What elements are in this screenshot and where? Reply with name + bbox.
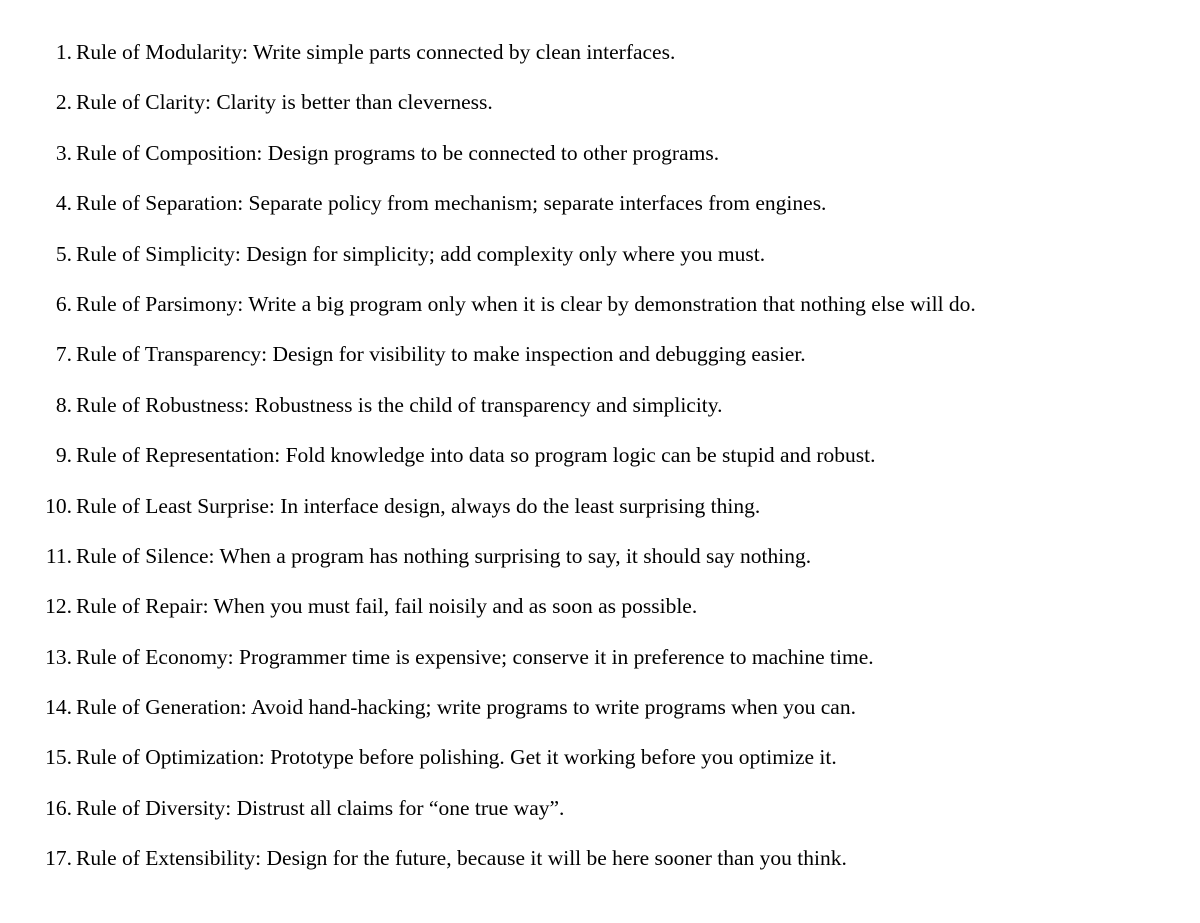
rule-number: 3. xyxy=(55,140,72,165)
rule-number: 14. xyxy=(45,695,72,720)
rule-number: 11. xyxy=(45,543,72,568)
rule-text: Rule of Diversity: Distrust all claims for “one true way”. xyxy=(76,795,565,820)
rule-item-12 xyxy=(0,588,976,638)
rule-item-13 xyxy=(0,639,976,689)
rule-item-3 xyxy=(0,135,976,185)
rule-number: 13. xyxy=(45,644,72,669)
rule-number: 10. xyxy=(45,493,72,518)
rule-number: 16. xyxy=(45,795,72,820)
rule-text: Rule of Optimization: Prototype before polishing. Get it working before you optimize it. xyxy=(76,745,837,770)
rule-number: 6. xyxy=(55,291,72,316)
rule-item-15 xyxy=(0,739,976,789)
rule-text: Rule of Silence: When a program has nothing surprising to say, it should say nothing. xyxy=(76,543,812,568)
rule-text: Rule of Robustness: Robustness is the child of transparency and simplicity. xyxy=(76,392,723,417)
rule-number: 7. xyxy=(55,342,72,367)
rule-number: 2. xyxy=(55,90,72,115)
rule-text: Rule of Transparency: Design for visibility to make inspection and debugging easier. xyxy=(76,342,806,367)
rule-item-7 xyxy=(0,336,976,386)
rule-number: 1. xyxy=(55,40,72,64)
rule-item-1 xyxy=(0,34,976,84)
rule-text: Rule of Simplicity: Design for simplicity; add complexity only where you must. xyxy=(76,241,766,266)
rule-number: 17. xyxy=(45,846,72,871)
rule-text: Rule of Repair: When you must fail, fail noisily and as soon as possible. xyxy=(76,594,698,619)
rule-item-2 xyxy=(0,84,976,134)
rule-item-9 xyxy=(0,437,976,487)
rule-number: 8. xyxy=(55,392,72,417)
rule-text: Rule of Generation: Avoid hand-hacking; write programs to write programs when you can. xyxy=(76,695,856,720)
rule-text: Rule of Representation: Fold knowledge into data so program logic can be stupid and robust. xyxy=(76,443,876,468)
rule-number: 15. xyxy=(45,745,72,770)
rule-item-10 xyxy=(0,488,976,538)
rule-text: Rule of Parsimony: Write a big program only when it is clear by demonstration that nothing else will do. xyxy=(76,291,976,316)
rule-text: Rule of Clarity: Clarity is better than cleverness. xyxy=(76,90,493,115)
rule-number: 12. xyxy=(45,594,72,619)
rule-item-11 xyxy=(0,538,976,588)
rule-number: 5. xyxy=(55,241,72,266)
rules-list xyxy=(0,34,976,891)
rule-item-17 xyxy=(0,840,976,890)
rule-item-14 xyxy=(0,689,976,739)
rule-text: Rule of Economy: Programmer time is expensive; conserve it in preference to machine time. xyxy=(76,644,874,669)
rule-text: Rule of Modularity: Write simple parts connected by clean interfaces. xyxy=(76,40,676,64)
rule-number: 9. xyxy=(55,443,72,468)
rule-text: Rule of Least Surprise: In interface design, always do the least surprising thing. xyxy=(76,493,761,518)
rule-item-8 xyxy=(0,387,976,437)
rule-item-4 xyxy=(0,185,976,235)
rule-item-6 xyxy=(0,286,976,336)
rule-item-5 xyxy=(0,236,976,286)
rule-text: Rule of Separation: Separate policy from mechanism; separate interfaces from engines. xyxy=(76,191,827,216)
rule-text: Rule of Composition: Design programs to be connected to other programs. xyxy=(76,140,720,165)
rule-number: 4. xyxy=(55,191,72,216)
rule-item-16 xyxy=(0,790,976,840)
rule-text: Rule of Extensibility: Design for the future, because it will be here sooner than you think. xyxy=(76,846,847,871)
